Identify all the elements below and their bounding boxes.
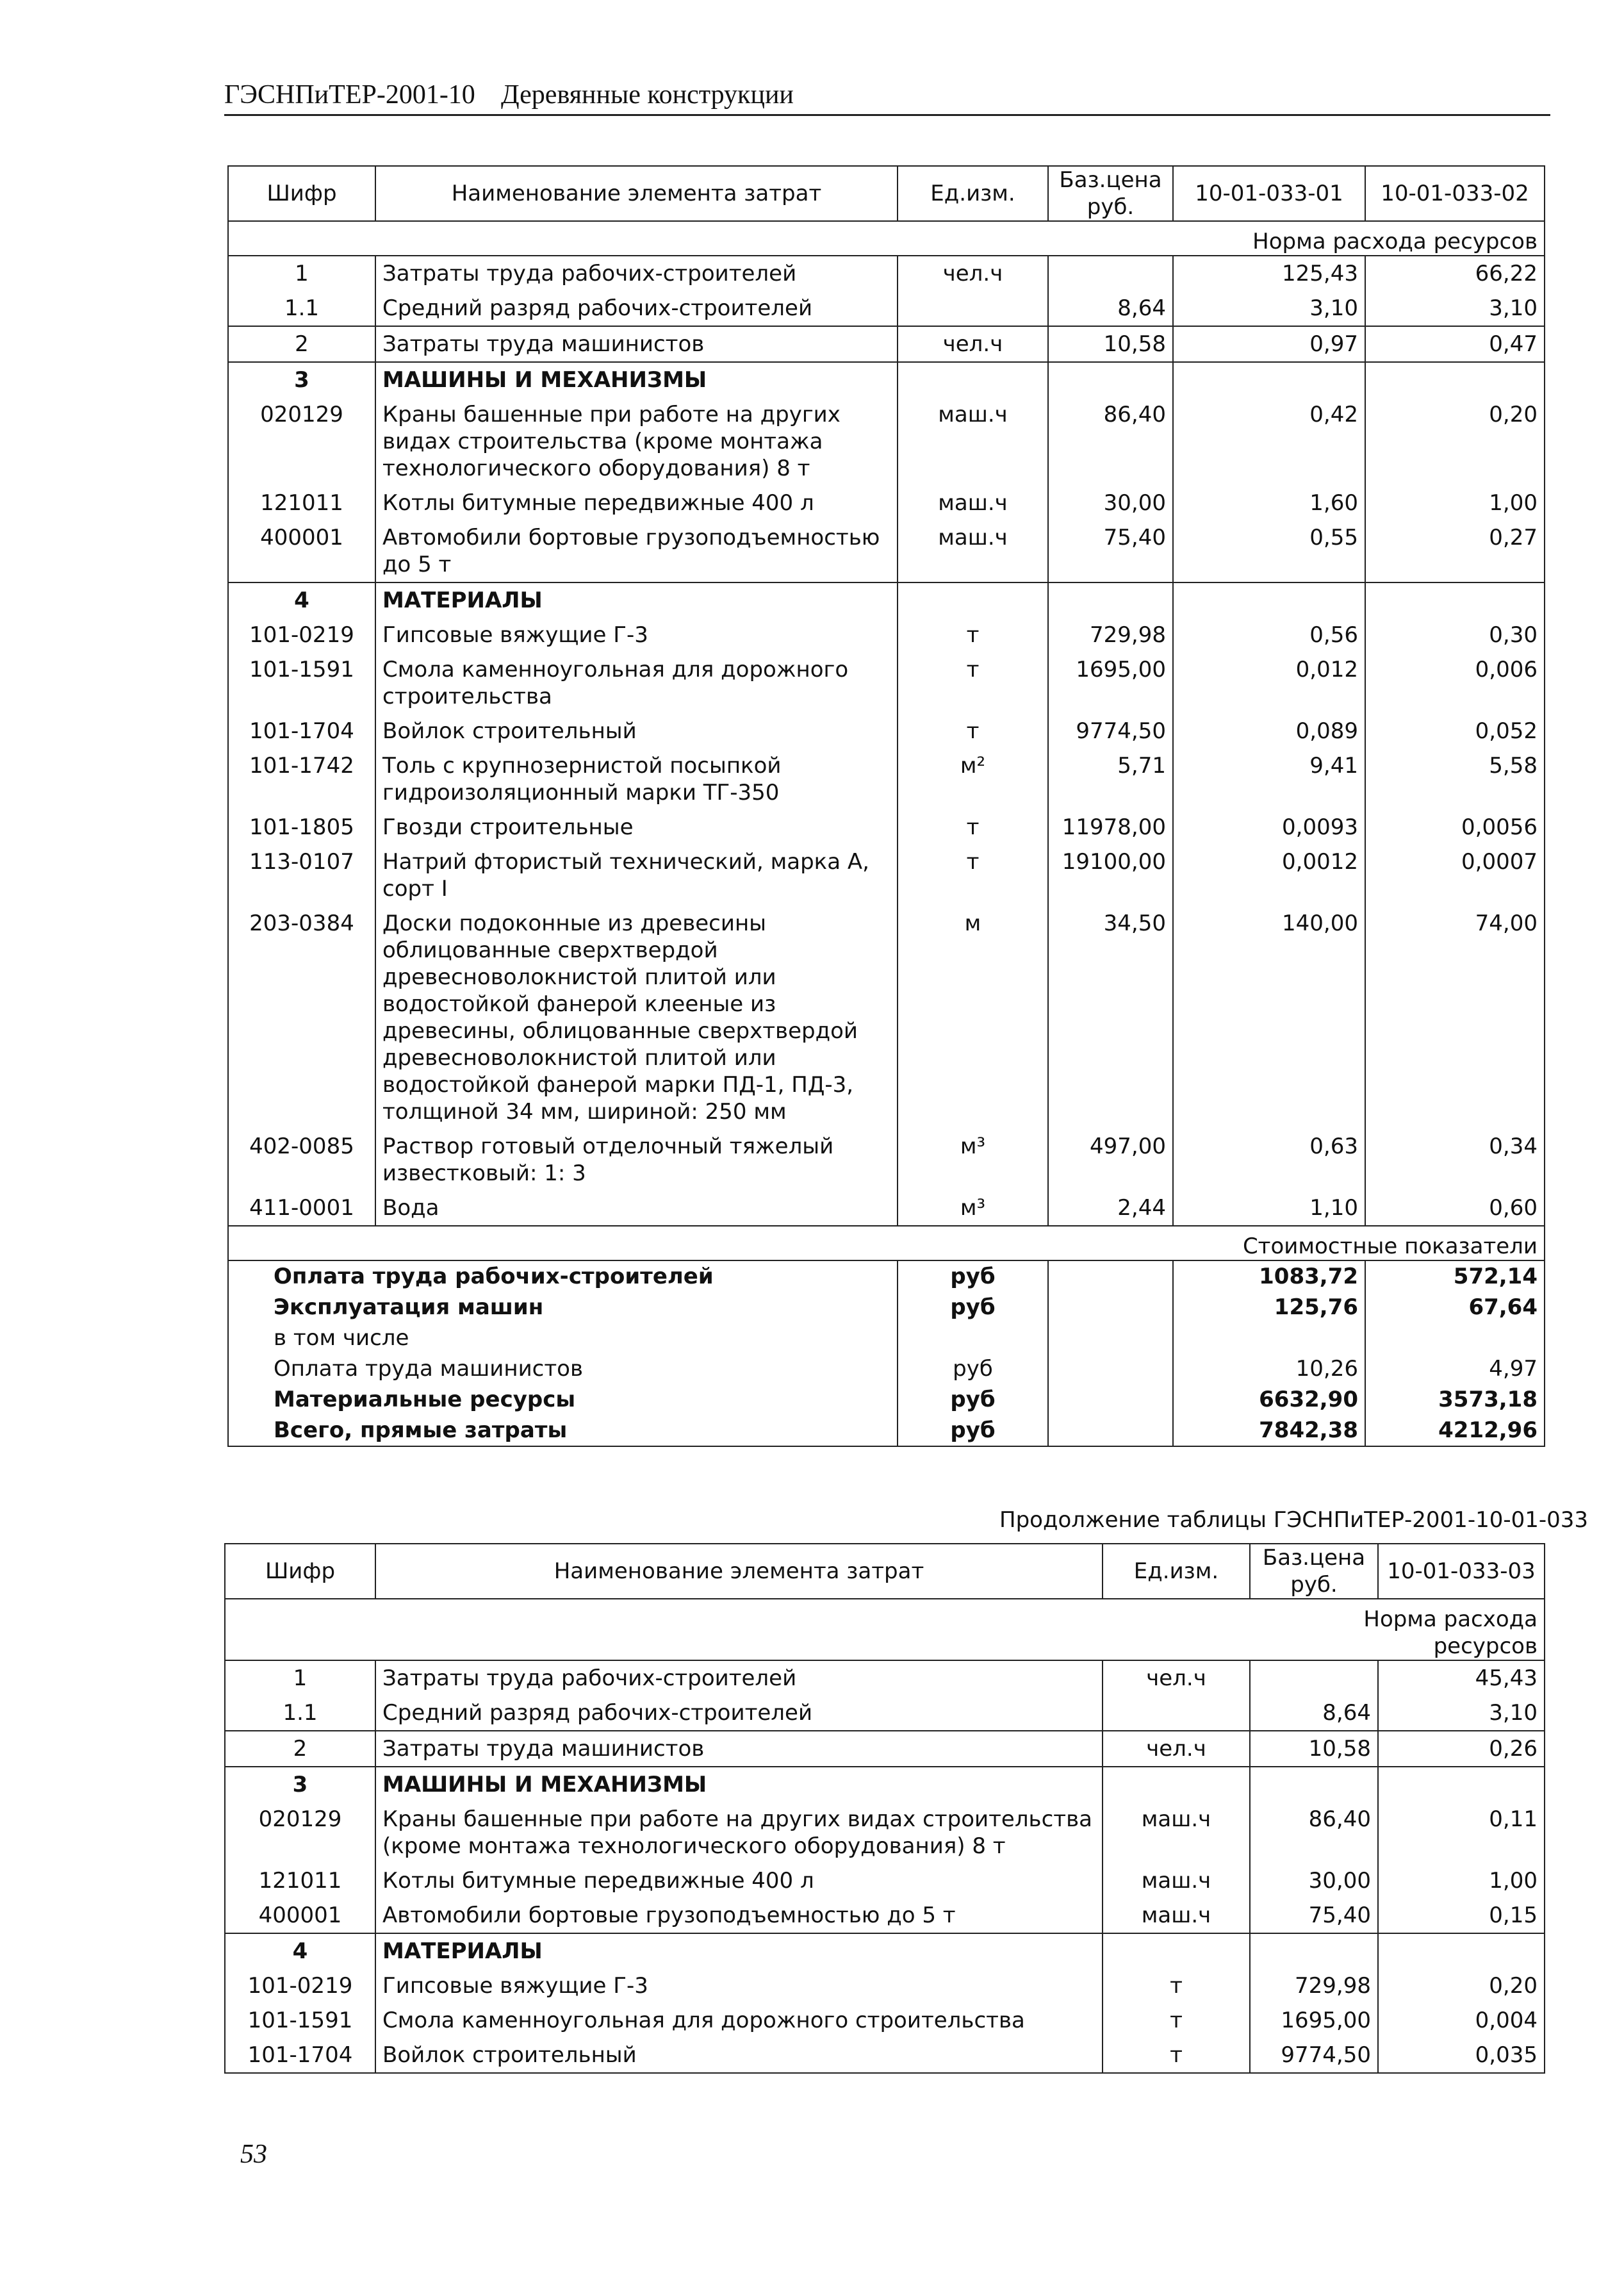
row-unit: чел.ч [898,256,1048,291]
row-unit: маш.ч [898,397,1048,486]
row-code: 020129 [225,1802,375,1863]
row-price: 5,71 [1048,748,1173,810]
row-norm-1: 3,10 [1173,291,1365,326]
table-1-body [228,256,1545,1226]
row-code: 4 [228,582,375,618]
row-price: 9774,50 [1048,714,1173,748]
col-header-unit: Ед.изм. [898,166,1048,221]
row-unit [898,582,1048,618]
table-row [225,1863,1545,1898]
row-price [1250,1933,1378,1969]
row-norm-3 [1378,1933,1545,1969]
row-name: Гипсовые вяжущие Г-3 [375,618,898,652]
row-name: МАШИНЫ И МЕХАНИЗМЫ [375,362,898,397]
row-unit [1103,1767,1250,1802]
row-unit: чел.ч [1103,1660,1250,1696]
row-norm-1: 0,012 [1173,652,1365,714]
row-norm-2 [1365,362,1545,397]
table-row [225,2038,1545,2073]
row-name: Вода [375,1191,898,1226]
table-row [228,652,1545,714]
summary-value-2: 4,97 [1365,1353,1545,1384]
col-header-name: Наименование элемента затрат [375,1544,1103,1599]
row-norm-2: 0,0056 [1365,810,1545,845]
row-unit: т [1103,1969,1250,2003]
collection-code: ГЭСНПиТЕР-2001-10 [224,80,475,110]
row-norm-3: 0,11 [1378,1802,1545,1863]
row-unit: чел.ч [898,326,1048,362]
row-price: 86,40 [1250,1802,1378,1863]
row-unit: маш.ч [898,520,1048,582]
row-code: 1.1 [228,291,375,326]
row-norm-3 [1378,1767,1545,1802]
row-name: Смола каменноугольная для дорожного строительства [375,2003,1103,2038]
row-code: 400001 [225,1898,375,1933]
row-norm-1: 0,42 [1173,397,1365,486]
summary-unit: руб [898,1353,1048,1384]
row-norm-3: 45,43 [1378,1660,1545,1696]
page-number: 53 [240,2140,267,2169]
summary-label: Всего, прямые затраты [228,1415,898,1446]
continuation-caption: Продолжение таблицы ГЭСНПиТЕР-2001-10-01-033 [999,1507,1589,1533]
row-code: 121011 [228,486,375,520]
summary-value-2: 572,14 [1365,1260,1545,1292]
summary-value-2: 3573,18 [1365,1384,1545,1415]
row-code: 020129 [228,397,375,486]
table-row [228,326,1545,362]
summary-unit: руб [898,1384,1048,1415]
table-1-summary [228,1226,1545,1446]
row-code: 1 [225,1660,375,1696]
summary-row [228,1353,1545,1384]
table-row [228,520,1545,582]
row-price: 75,40 [1048,520,1173,582]
summary-value-2 [1365,1323,1545,1353]
row-norm-2: 0,47 [1365,326,1545,362]
row-name: МАТЕРИАЛЫ [375,1933,1103,1969]
summary-unit: руб [898,1292,1048,1323]
row-norm-1: 0,55 [1173,520,1365,582]
table-row [228,486,1545,520]
row-norm-1: 1,10 [1173,1191,1365,1226]
row-unit: маш.ч [1103,1802,1250,1863]
row-price [1048,582,1173,618]
row-norm-2: 3,10 [1365,291,1545,326]
row-unit [898,362,1048,397]
row-code: 101-1742 [228,748,375,810]
row-norm-2: 66,22 [1365,256,1545,291]
table-2-body [225,1660,1545,2073]
summary-label: Оплата труда машинистов [228,1353,898,1384]
row-norm-1: 0,0093 [1173,810,1365,845]
summary-value-2: 67,64 [1365,1292,1545,1323]
row-norm-1: 140,00 [1173,906,1365,1129]
row-norm-3: 1,00 [1378,1863,1545,1898]
row-name: Толь с крупнозернистой посыпкой гидроизоляционный марки ТГ-350 [375,748,898,810]
row-name: Краны башенные при работе на других видах строительства (кроме монтажа технологического оборудования) 8 т [375,1802,1103,1863]
row-name: Войлок строительный [375,2038,1103,2073]
row-norm-2: 1,00 [1365,486,1545,520]
row-price: 8,64 [1250,1696,1378,1731]
row-norm-1: 9,41 [1173,748,1365,810]
row-norm-2: 0,60 [1365,1191,1545,1226]
col-header-norm-2: 10-01-033-02 [1365,166,1545,221]
row-price: 497,00 [1048,1129,1173,1191]
table-row [225,1898,1545,1933]
table-row [228,582,1545,618]
row-norm-2: 5,58 [1365,748,1545,810]
row-unit: т [1103,2003,1250,2038]
row-unit [1103,1933,1250,1969]
row-name: Автомобили бортовые грузоподъемностью до 5 т [375,1898,1103,1933]
norms-table-1 [227,165,1545,1447]
norm-label: Норма расхода ресурсов [1250,1599,1545,1660]
summary-unit: руб [898,1415,1048,1446]
table-row [228,714,1545,748]
row-name: Затраты труда машинистов [375,1731,1103,1767]
row-unit: м [898,906,1048,1129]
summary-value-1: 7842,38 [1173,1415,1365,1446]
row-code: 400001 [228,520,375,582]
row-code: 113-0107 [228,845,375,906]
row-norm-3: 0,15 [1378,1898,1545,1933]
table-row [225,1767,1545,1802]
section-name: Деревянные конструкции [501,80,794,110]
row-norm-3: 0,004 [1378,2003,1545,2038]
row-norm-2: 0,27 [1365,520,1545,582]
row-price: 9774,50 [1250,2038,1378,2073]
row-name: Раствор готовый отделочный тяжелый известковый: 1: 3 [375,1129,898,1191]
cost-label: Стоимостные показатели [1173,1226,1545,1260]
col-header-norm-3: 10-01-033-03 [1378,1544,1545,1599]
summary-value-1: 6632,90 [1173,1384,1365,1415]
table-row [225,1969,1545,2003]
row-code: 101-0219 [225,1969,375,2003]
row-name: Краны башенные при работе на других видах строительства (кроме монтажа технологического оборудования) 8 т [375,397,898,486]
row-price: 11978,00 [1048,810,1173,845]
summary-value-1: 125,76 [1173,1292,1365,1323]
row-name: Гипсовые вяжущие Г-3 [375,1969,1103,2003]
summary-row [228,1384,1545,1415]
table-header-row [225,1544,1545,1599]
row-norm-1: 1,60 [1173,486,1365,520]
table-row [228,397,1545,486]
row-code: 101-0219 [228,618,375,652]
row-price: 729,98 [1250,1969,1378,2003]
row-norm-2: 0,052 [1365,714,1545,748]
row-name: Затраты труда рабочих-строителей [375,1660,1103,1696]
row-code: 1.1 [225,1696,375,1731]
row-norm-2: 0,30 [1365,618,1545,652]
row-price: 10,58 [1250,1731,1378,1767]
row-price: 86,40 [1048,397,1173,486]
row-price: 2,44 [1048,1191,1173,1226]
summary-value-2: 4212,96 [1365,1415,1545,1446]
norms-table-2 [224,1543,1545,2074]
row-norm-3: 0,26 [1378,1731,1545,1767]
row-name: Гвозди строительные [375,810,898,845]
row-price: 10,58 [1048,326,1173,362]
row-unit: т [898,652,1048,714]
summary-unit [898,1323,1048,1353]
table-row [225,1660,1545,1696]
norm-label-row [228,221,1545,256]
table-header-row [228,166,1545,221]
table-row [228,748,1545,810]
row-code: 2 [225,1731,375,1767]
summary-value-1: 10,26 [1173,1353,1365,1384]
row-unit: т [898,618,1048,652]
row-code: 411-0001 [228,1191,375,1226]
row-code: 402-0085 [228,1129,375,1191]
summary-label: Эксплуатация машин [228,1292,898,1323]
table-row [228,291,1545,326]
row-unit: м³ [898,1129,1048,1191]
table-row [228,906,1545,1129]
summary-value-1: 1083,72 [1173,1260,1365,1292]
row-code: 101-1704 [225,2038,375,2073]
row-name: Котлы битумные передвижные 400 л [375,1863,1103,1898]
table-row [225,1696,1545,1731]
row-unit: т [898,845,1048,906]
row-name: МАТЕРИАЛЫ [375,582,898,618]
row-price [1048,256,1173,291]
row-unit: чел.ч [1103,1731,1250,1767]
row-norm-2 [1365,582,1545,618]
row-norm-2: 0,34 [1365,1129,1545,1191]
table-row [225,1802,1545,1863]
row-norm-1 [1173,582,1365,618]
row-name: Смола каменноугольная для дорожного строительства [375,652,898,714]
row-price: 729,98 [1048,618,1173,652]
table-row [228,1191,1545,1226]
col-header-price: Баз.цена руб. [1048,166,1173,221]
table-row [228,810,1545,845]
row-code: 101-1591 [228,652,375,714]
row-unit: маш.ч [1103,1863,1250,1898]
summary-value-1 [1173,1323,1365,1353]
row-norm-3: 3,10 [1378,1696,1545,1731]
table-row [228,1129,1545,1191]
row-name: Войлок строительный [375,714,898,748]
row-norm-3: 0,20 [1378,1969,1545,2003]
summary-row [228,1292,1545,1323]
row-norm-2: 74,00 [1365,906,1545,1129]
row-price: 1695,00 [1048,652,1173,714]
row-name: МАШИНЫ И МЕХАНИЗМЫ [375,1767,1103,1802]
row-norm-1: 0,089 [1173,714,1365,748]
table-row [228,362,1545,397]
row-norm-1: 0,0012 [1173,845,1365,906]
table-row [225,1933,1545,1969]
row-unit: м³ [898,1191,1048,1226]
row-name: Затраты труда рабочих-строителей [375,256,898,291]
table-row [228,618,1545,652]
row-unit [1103,1696,1250,1731]
row-unit: маш.ч [1103,1898,1250,1933]
row-name: Натрий фтористый технический, марка А, сорт I [375,845,898,906]
row-code: 121011 [225,1863,375,1898]
row-price [1048,362,1173,397]
row-unit: т [898,810,1048,845]
row-code: 3 [225,1767,375,1802]
row-norm-1: 125,43 [1173,256,1365,291]
row-name: Доски подоконные из древесины облицованные сверхтвердой древесноволокнистой плитой или водостойкой фанерой клееные из древесины, облицованные сверхтвердой древесноволокнистой плитой или водостойкой фанерой марки ПД-1, ПД-3, толщиной 34 мм, шириной: 250 мм [375,906,898,1129]
row-name: Затраты труда машинистов [375,326,898,362]
table-row [228,845,1545,906]
row-price: 30,00 [1048,486,1173,520]
row-norm-2: 0,0007 [1365,845,1545,906]
row-price: 75,40 [1250,1898,1378,1933]
page-header [224,76,1550,116]
col-header-norm-1: 10-01-033-01 [1173,166,1365,221]
table-row [225,2003,1545,2038]
row-norm-1: 0,56 [1173,618,1365,652]
summary-label: Оплата труда рабочих-строителей [228,1260,898,1292]
summary-row [228,1415,1545,1446]
row-price: 8,64 [1048,291,1173,326]
table-row [228,256,1545,291]
row-unit [898,291,1048,326]
col-header-unit: Ед.изм. [1103,1544,1250,1599]
summary-label: Материальные ресурсы [228,1384,898,1415]
col-header-price: Баз.цена руб. [1250,1544,1378,1599]
col-header-name: Наименование элемента затрат [375,166,898,221]
cost-label-row [228,1226,1545,1260]
row-name: Автомобили бортовые грузоподъемностью до 5 т [375,520,898,582]
row-code: 4 [225,1933,375,1969]
row-price [1250,1660,1378,1696]
row-price: 34,50 [1048,906,1173,1129]
summary-unit: руб [898,1260,1048,1292]
row-price [1250,1767,1378,1802]
row-unit: м² [898,748,1048,810]
row-code: 3 [228,362,375,397]
row-code: 203-0384 [228,906,375,1129]
row-norm-3: 0,035 [1378,2038,1545,2073]
row-norm-1: 0,97 [1173,326,1365,362]
row-unit: т [898,714,1048,748]
row-price: 19100,00 [1048,845,1173,906]
summary-row [228,1323,1545,1353]
row-name: Средний разряд рабочих-строителей [375,1696,1103,1731]
col-header-code: Шифр [225,1544,375,1599]
col-header-code: Шифр [228,166,375,221]
norm-label: Норма расхода ресурсов [1173,221,1545,256]
summary-label: в том числе [228,1323,898,1353]
row-unit: маш.ч [898,486,1048,520]
row-unit: т [1103,2038,1250,2073]
summary-row [228,1260,1545,1292]
row-code: 101-1704 [228,714,375,748]
norm-label-row [225,1599,1545,1660]
row-price: 1695,00 [1250,2003,1378,2038]
row-name: Котлы битумные передвижные 400 л [375,486,898,520]
row-norm-2: 0,006 [1365,652,1545,714]
row-norm-1 [1173,362,1365,397]
row-norm-1: 0,63 [1173,1129,1365,1191]
row-code: 1 [228,256,375,291]
row-price: 30,00 [1250,1863,1378,1898]
row-code: 101-1591 [225,2003,375,2038]
row-code: 2 [228,326,375,362]
row-code: 101-1805 [228,810,375,845]
row-norm-2: 0,20 [1365,397,1545,486]
table-row [225,1731,1545,1767]
row-name: Средний разряд рабочих-строителей [375,291,898,326]
